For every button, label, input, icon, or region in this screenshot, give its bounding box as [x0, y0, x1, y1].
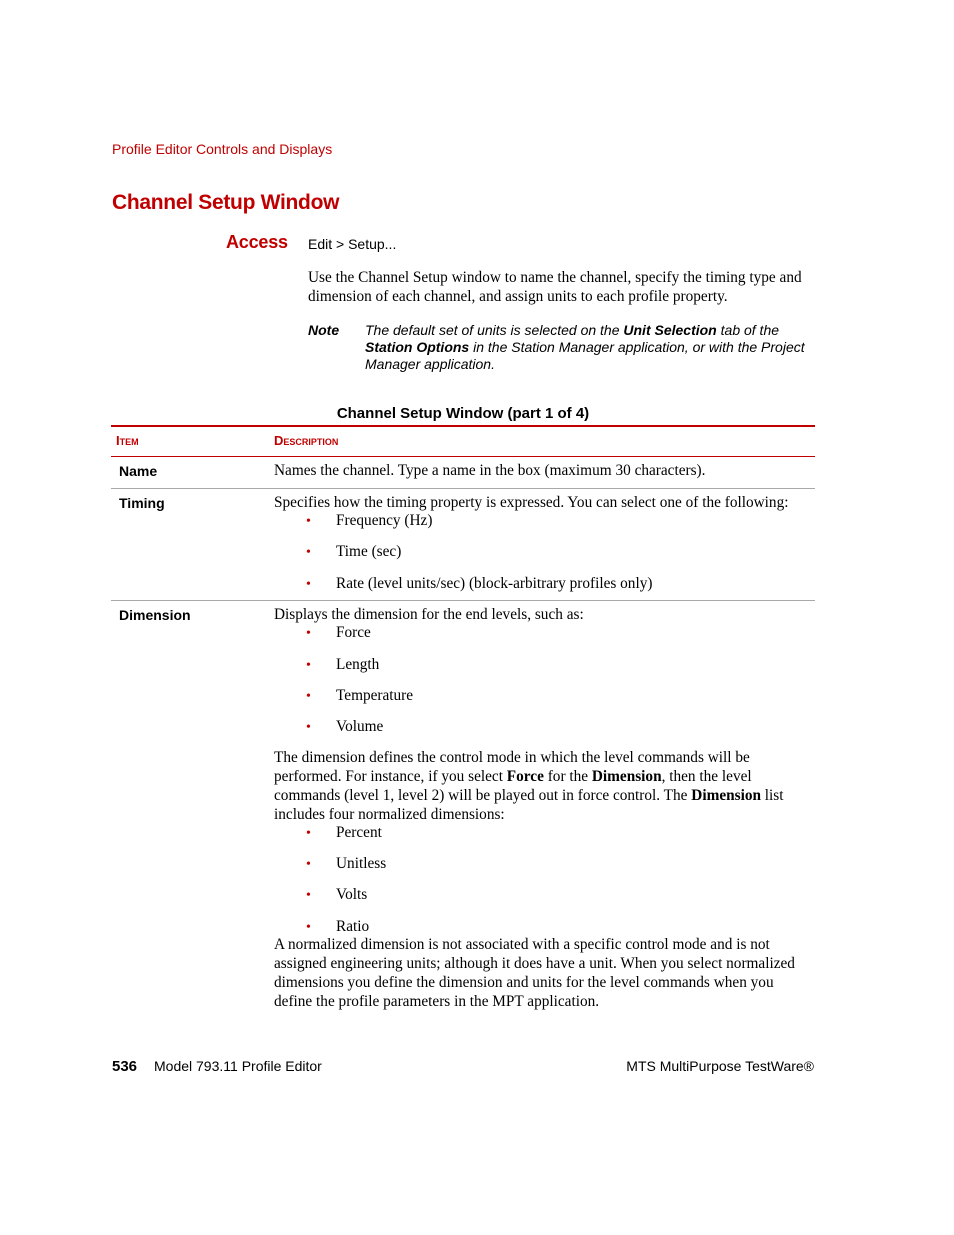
bullet-item: Percent	[336, 824, 382, 841]
column-header-item: Item	[116, 433, 139, 448]
bullet-item: Unitless	[336, 855, 387, 872]
row-desc-dimension: Displays the dimension for the end levels, such as:	[274, 606, 584, 623]
bullet-marker: •	[306, 658, 311, 673]
bullet-item: Force	[336, 624, 371, 641]
row-divider	[111, 488, 815, 489]
bullet-item: Temperature	[336, 687, 414, 704]
row-desc-name: Names the channel. Type a name in the box (maximum 30 characters).	[274, 462, 706, 479]
row-desc-timing: Specifies how the timing property is expressed. You can select one of the following:	[274, 494, 789, 511]
bullet-marker: •	[306, 514, 311, 529]
bullet-item: Ratio	[336, 918, 370, 935]
page-title: Channel Setup Window	[112, 191, 340, 214]
dimension-paragraph: The dimension defines the control mode in which the level commands will be performed. For instance, if you select Force for the Dimension, then the level commands (level 1, level 2) will be played out in force control. The Dimension list includes four normalized dimensions:	[274, 749, 784, 823]
bullet-marker: •	[306, 888, 311, 903]
column-header-description: Description	[274, 433, 339, 448]
bullet-item: Rate (level units/sec) (block-arbitrary profiles only)	[336, 575, 653, 592]
table-top-rule	[111, 425, 815, 427]
breadcrumb: Profile Editor Controls and Displays	[112, 141, 333, 157]
bullet-marker: •	[306, 857, 311, 872]
row-divider	[111, 600, 815, 601]
bullet-item: Length	[336, 656, 380, 673]
bullet-item: Frequency (Hz)	[336, 512, 433, 529]
note-label: Note	[308, 322, 340, 338]
footer-model: Model 793.11 Profile Editor	[154, 1058, 322, 1074]
bullet-marker: •	[306, 826, 311, 841]
table-header-rule	[111, 456, 815, 457]
note-text: The default set of units is selected on the Unit Selection tab of the Station Options in the Station Manager application, or with the Project Manager application.	[365, 322, 805, 372]
normalized-dimension-paragraph: A normalized dimension is not associated with a specific control mode and is not assigned engineering units; although it does have a unit. When you select normalized dimensions you define the dimension and units for the level commands when you define the profile parameters in the MPT application.	[274, 936, 795, 1010]
footer-product: MTS MultiPurpose TestWare®	[626, 1058, 814, 1074]
page-number: 536	[112, 1058, 138, 1075]
bullet-item: Time (sec)	[336, 543, 402, 560]
row-item-name: Name	[119, 463, 158, 479]
bullet-marker: •	[306, 920, 311, 935]
access-path: Edit > Setup...	[308, 236, 397, 252]
intro-paragraph: Use the Channel Setup window to name the channel, specify the timing type and dimension of each channel, and assign units to each profile property.	[308, 269, 802, 305]
row-item-timing: Timing	[119, 495, 165, 511]
access-label: Access	[226, 232, 288, 252]
note-bold-unit-selection: Unit Selection	[623, 322, 717, 338]
bullet-marker: •	[306, 626, 311, 641]
bullet-marker: •	[306, 689, 311, 704]
note-bold-station-options: Station Options	[365, 339, 470, 355]
bullet-item: Volume	[336, 718, 384, 735]
bullet-item: Volts	[336, 886, 368, 903]
bullet-marker: •	[306, 577, 311, 592]
bullet-marker: •	[306, 545, 311, 560]
bullet-marker: •	[306, 720, 311, 735]
row-item-dimension: Dimension	[119, 607, 191, 623]
table-caption: Channel Setup Window (part 1 of 4)	[336, 405, 590, 422]
